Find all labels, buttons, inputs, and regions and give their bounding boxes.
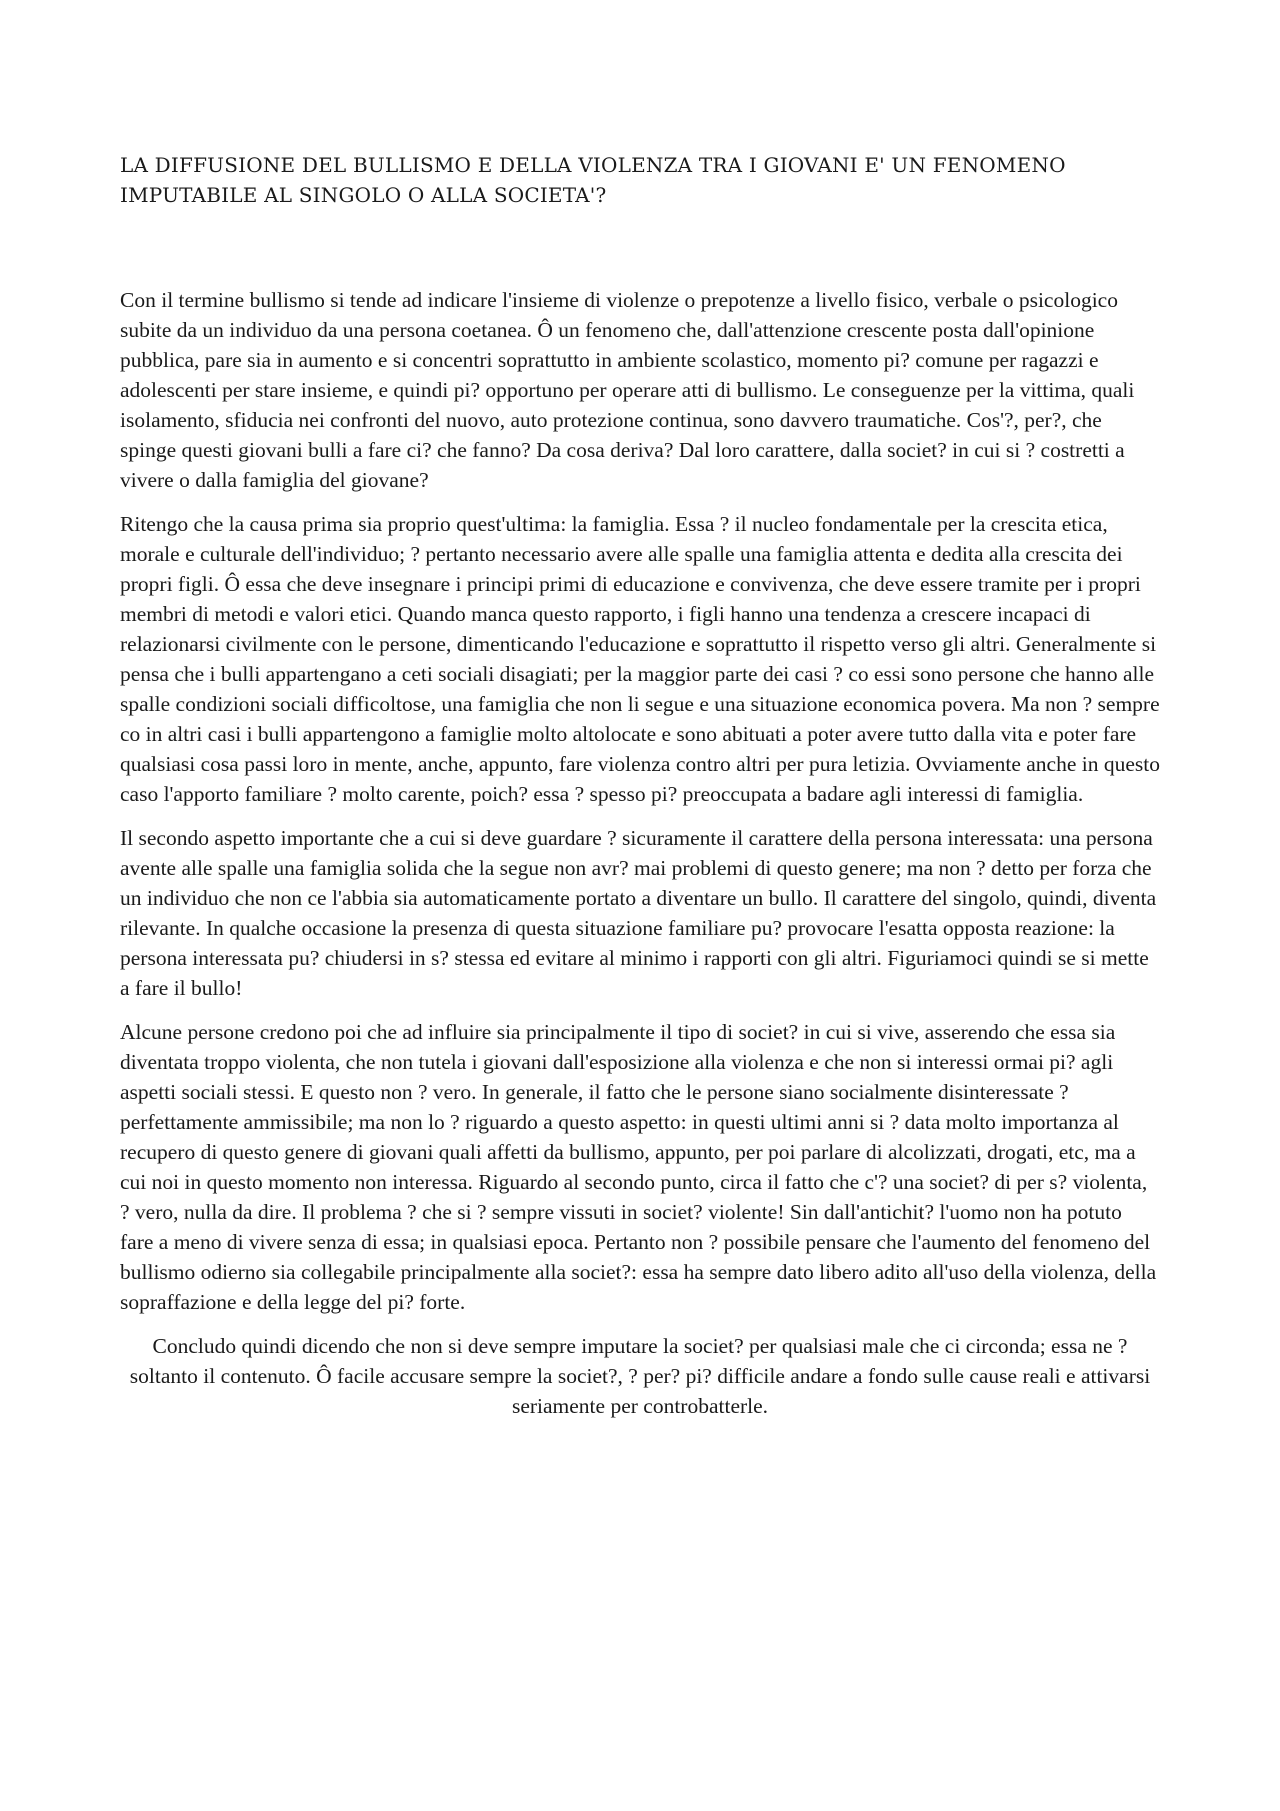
paragraph-character: Il secondo aspetto importante che a cui si deve guardare ? sicuramente il carattere della persona interessata: una persona avente alle spalle una famiglia solida che la segue non avr? mai problemi di questo genere; ma non ? detto per forza che un individuo che non ce l'abbia sia automaticamente portato a diventare un bullo. Il carattere del singolo, quindi, diventa rilevante. In qualche occasione la presenza di questa situazione familiare pu? provocare l'esatta opposta reazione: la persona interessata pu? chiudersi in s? stessa ed evitare al minimo i rapporti con gli altri. Figuriamoci quindi se si mette a fare il bullo!	[120, 826, 1157, 1000]
document-title: LA DIFFUSIONE DEL BULLISMO E DELLA VIOLENZA TRA I GIOVANI E' UN FENOMENO IMPUTABILE AL SINGOLO O ALLA SOCIETA'?	[120, 153, 1066, 207]
paragraph-conclusion: Concludo quindi dicendo che non si deve sempre imputare la societ? per qualsiasi male che ci circonda; essa ne ? soltanto il contenuto. Ô facile accusare sempre la societ?, ? per? pi? difficile andare a fondo sulle cause reali e attivarsi seriamente per controbatterle.	[129, 1334, 1151, 1418]
paragraph-family: Ritengo che la causa prima sia proprio quest'ultima: la famiglia. Essa ? il nucleo fondamentale per la crescita etica, morale e culturale dell'individuo; ? pertanto necessario avere alle spalle una famiglia attenta e dedita alla crescita dei propri figli. Ô essa che deve insegnare i principi primi di educazione e convivenza, che deve essere tramite per i propri membri di metodi e valori etici. Quando manca questo rapporto, i figli hanno una tendenza a crescere incapaci di relazionarsi civilmente con le persone, dimenticando l'educazione e soprattutto il rispetto verso gli altri. Generalmente si pensa che i bulli appartengano a ceti sociali disagiati; per la maggior parte dei casi ? co essi sono persone che hanno alle spalle condizioni sociali difficoltose, una famiglia che non li segue e una situazione economica povera. Ma non ? sempre co in altri casi i bulli appartengono a famiglie molto altolocate e sono abituati a poter avere tutto dalla vita e poter fare qualsiasi cosa passi loro in mente, anche, appunto, fare violenza contro altri per pura letizia. Ovviamente anche in questo caso l'apporto familiare ? molto carente, poich? essa ? spesso pi? preoccupata a badare agli interessi di famiglia.	[120, 512, 1160, 806]
document-body	[120, 285, 1160, 1435]
paragraph-intro: Con il termine bullismo si tende ad indicare l'insieme di violenze o prepotenze a livello fisico, verbale o psicologico subite da un individuo da una persona coetanea. Ô un fenomeno che, dall'attenzione crescente posta dall'opinione pubblica, pare sia in aumento e si concentri soprattutto in ambiente scolastico, momento pi? comune per ragazzi e adolescenti per stare insieme, e quindi pi? opportuno per operare atti di bullismo. Le conseguenze per la vittima, quali isolamento, sfiducia nei confronti del nuovo, auto protezione continua, sono davvero traumatiche. Cos'?, per?, che spinge questi giovani bulli a fare ci? che fanno? Da cosa deriva? Dal loro carattere, dalla societ? in cui si ? costretti a vivere o dalla famiglia del giovane?	[120, 288, 1135, 492]
paragraph-society: Alcune persone credono poi che ad influire sia principalmente il tipo di societ? in cui si vive, asserendo che essa sia diventata troppo violenta, che non tutela i giovani dall'esposizione alla violenza e che non si interessi ormai pi? agli aspetti sociali stessi. E questo non ? vero. In generale, il fatto che le persone siano socialmente disinteressate ? perfettamente ammissibile; ma non lo ? riguardo a questo aspetto: in questi ultimi anni si ? data molto importanza al recupero di questo genere di giovani quali affetti da bullismo, appunto, per poi parlare di alcolizzati, drogati, etc, ma a cui noi in questo momento non interessa. Riguardo al secondo punto, circa il fatto che c'? una societ? di per s? violenta, ? vero, nulla da dire. Il problema ? che si ? sempre vissuti in societ? violente! Sin dall'antichit? l'uomo non ha potuto fare a meno di vivere senza di essa; in qualsiasi epoca. Pertanto non ? possibile pensare che l'aumento del fenomeno del bullismo odierno sia collegabile principalmente alla societ?: essa ha sempre dato libero adito all'uso della violenza, della sopraffazione e della legge del pi? forte.	[120, 1020, 1157, 1314]
